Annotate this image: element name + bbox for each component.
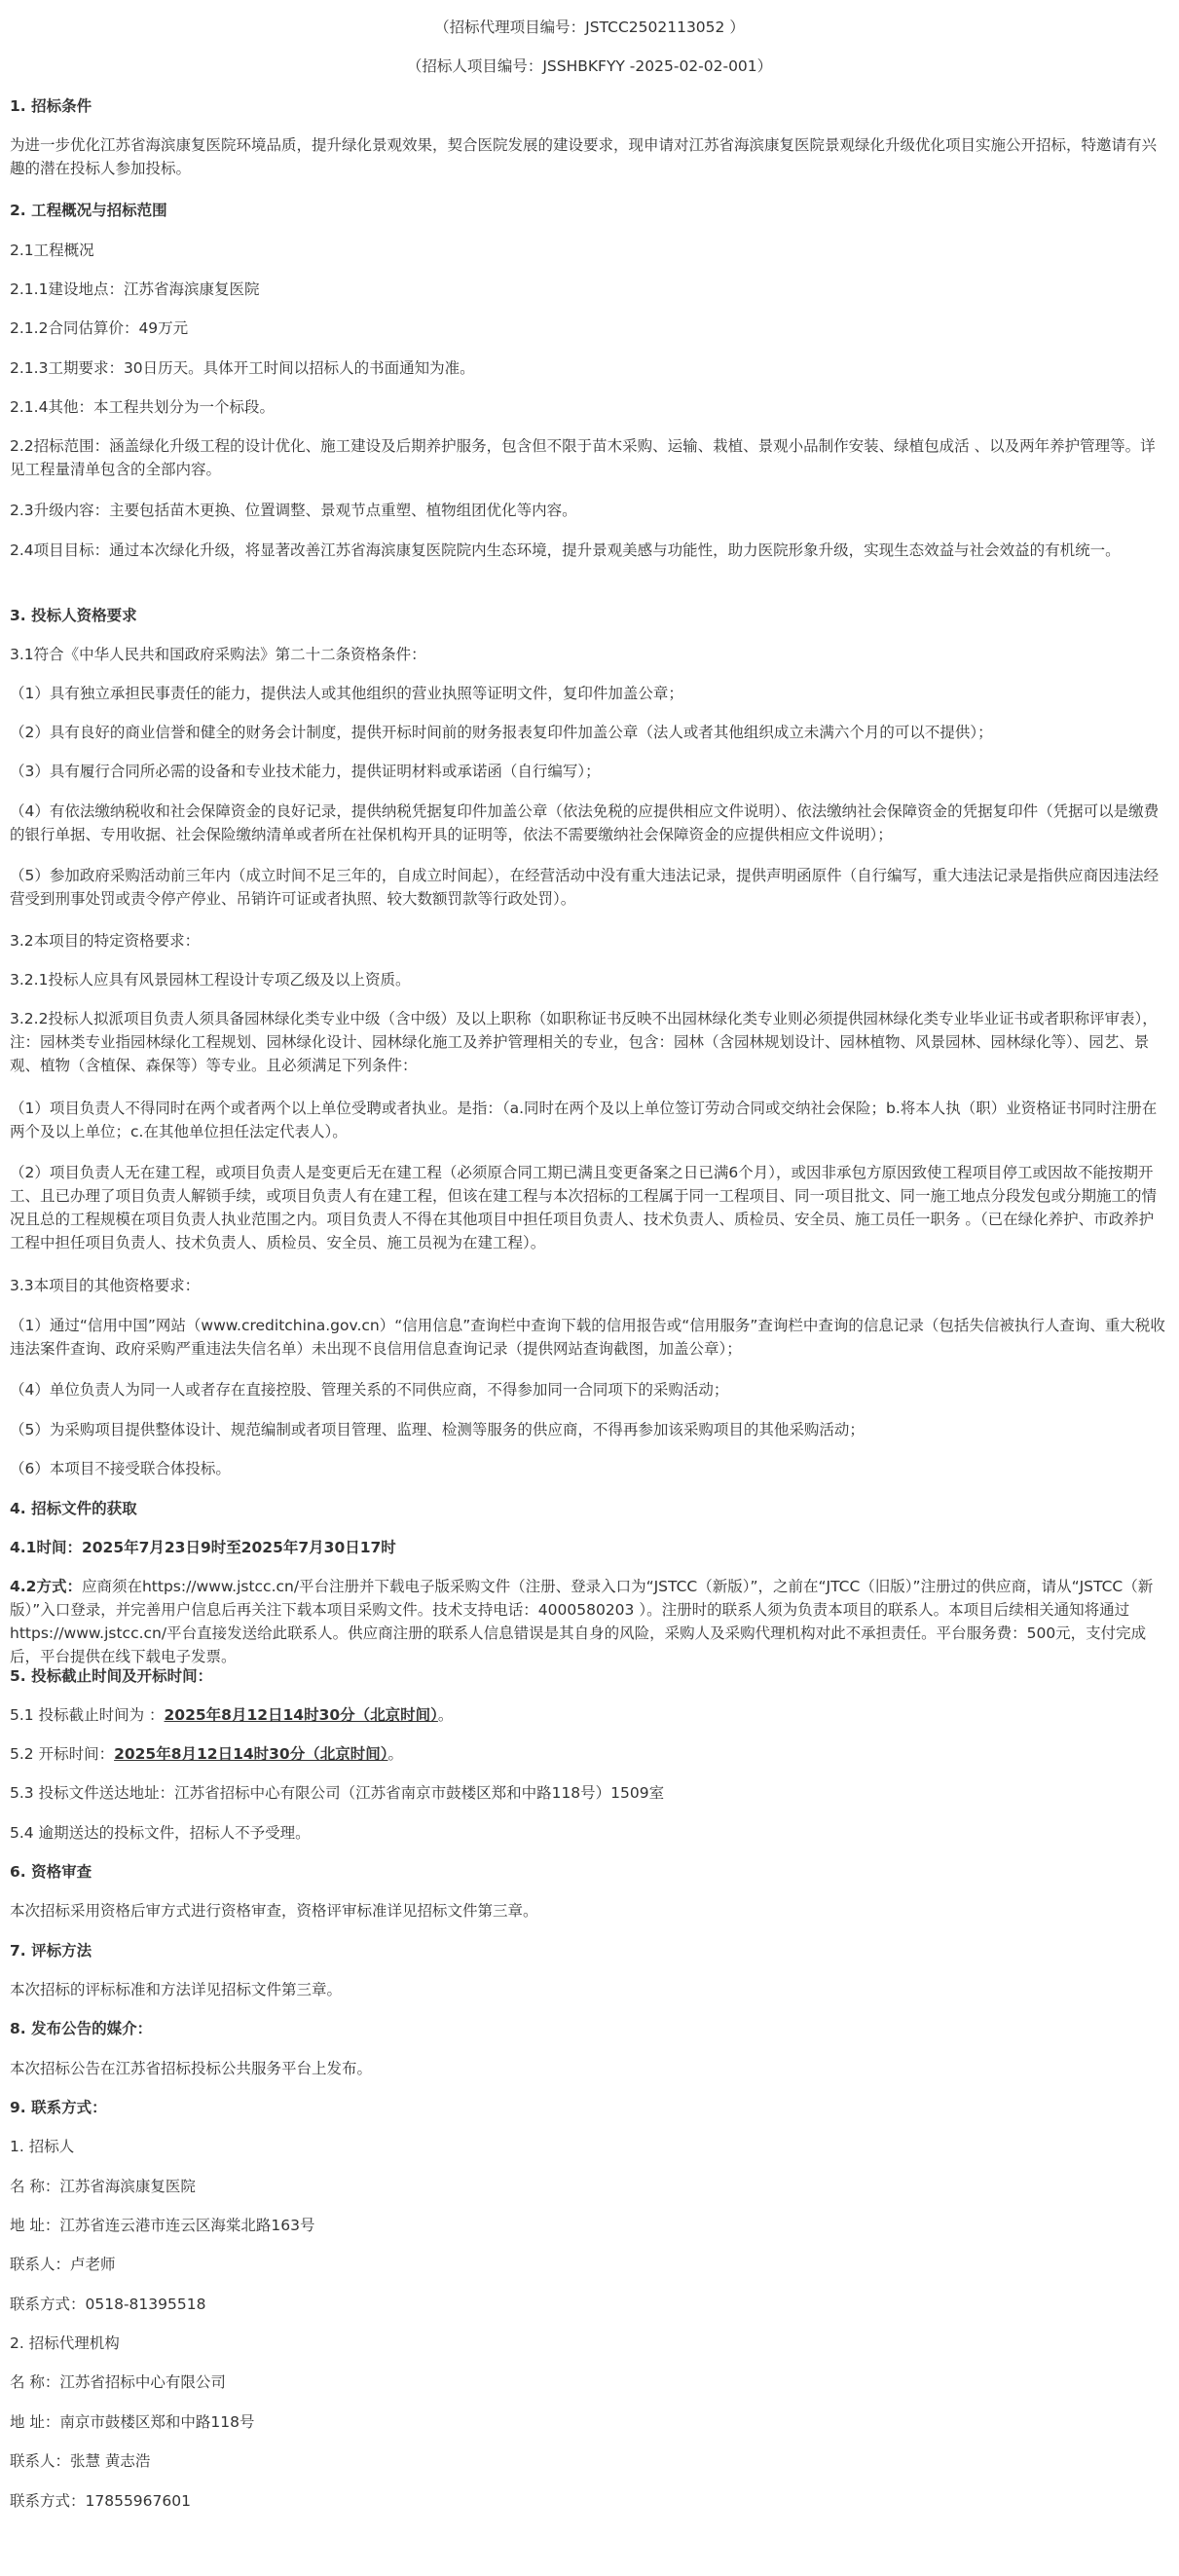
p-5-2-label: 5.2 开标时间： (10, 1745, 115, 1763)
tenderer-name: 名 称：江苏省海滨康复医院 (10, 2178, 196, 2195)
p-5-1 (10, 1703, 1168, 1727)
p-2-1-1: 2.1.1建设地点：江苏省海滨康复医院 (10, 280, 260, 298)
p-3-2-2: 3.2.2投标人拟派项目负责人须具备园林绿化类专业中级（含中级）及以上职称（如职称证书反映不出园林绿化类专业则必须提供园林绿化类专业毕业证书或者职称评审表），注：园林类专业指园林绿化工程规划、园林绿化设计、园林绿化施工及养护管理相关的专业，包含：园林（含园林规划设计、园林植物、风景园林、园林绿化等）、园艺、景观、植物（含植保、森保等）等专业。且必须满足下列条件： (10, 1010, 1158, 1074)
other-req-5: （5）为采购项目提供整体设计、规范编制或者项目管理、监理、检测等服务的供应商，不得再参加该采购项目的其他采购活动； (10, 1421, 865, 1438)
p-5-2-end: 。 (387, 1745, 403, 1763)
p-4-2-label: 4.2方式： (10, 1578, 82, 1595)
contact-tenderer: 1. 招标人 (10, 2138, 75, 2155)
p-5-1-end: 。 (437, 1706, 454, 1724)
p-3-2-1: 3.2.1投标人应具有风景园林工程设计专项乙级及以上资质。 (10, 971, 411, 989)
contact-agency: 2. 招标代理机构 (10, 2334, 120, 2352)
pm-cond-1: （1）项目负责人不得同时在两个或者两个以上单位受聘或者执业。是指：（a.同时在两个及以上单位签订劳动合同或交纳社会保险；b.将本人执（职）业资格证书同时注册在两个及以上单位；c.在其他单位担任法定代表人）。 (10, 1100, 1158, 1140)
other-req-4: （4）单位负责人为同一人或者存在直接控股、管理关系的不同供应商，不得参加同一合同项下的采购活动； (10, 1381, 729, 1399)
pm-cond-2: （2）项目负责人无在建工程，或项目负责人是变更后无在建工程（必须原合同工期已满且变更备案之日已满6个月），或因非承包方原因致使工程项目停工或因故不能按期开工、且已办理了项目负责人解锁手续，或项目负责人有在建工程，但该在建工程与本次招标的工程属于同一工程项目、同一项目批文、同一施工地点分段发包或分期施工的情况且总的工程规模在项目负责人执业范围之内。项目负责人不得在其他项目中担任项目负责人、技术负责人、质检员、安全员、施工员任一职务 。（已在绿化养护、市政养护工程中担任项目负责人、技术负责人、质检员、安全员、施工员视为在建工程）。 (10, 1164, 1158, 1251)
section-9-title: 9. 联系方式： (10, 2099, 107, 2116)
p-5-4: 5.4 逾期送达的投标文件，招标人不予受理。 (10, 1824, 311, 1842)
section-1-body: 为进一步优化江苏省海滨康复医院环境品质，提升绿化景观效果，契合医院发展的建设要求，现申请对江苏省海滨康复医院景观绿化升级优化项目实施公开招标，特邀请有兴趣的潜在投标人参加投标。 (10, 136, 1158, 177)
req-item-2: （2）具有良好的商业信誉和健全的财务会计制度，提供开标时间前的财务报表复印件加盖公章（法人或者其他组织成立未满六个月的可以不提供）； (10, 724, 993, 741)
agency-phone: 联系方式：17855967601 (10, 2492, 191, 2510)
p-3-2: 3.2本项目的特定资格要求： (10, 932, 201, 950)
section-5-title: 5. 投标截止时间及开标时间： (10, 1667, 213, 1685)
owner-project-number: （招标人项目编号：JSSHBKFYY -2025-02-02-001） (406, 57, 773, 75)
p-4-2-text: 应商须在https://www.jstcc.cn/平台注册并下载电子版采购文件（注册、登录入口为“JSTCC（新版）”，之前在“JTCC（旧版）”注册过的供应商，请从“JSTCC（新版）”入口登录，并完善用户信息后再关注下载本项目采购文件。技术支持电话：4000580203 ）。注册时的联系人须为负责本项目的联系人。本项目后续相关通知将通过https://www.jstcc.cn/平台直接发送给此联系人。供应商注册的联系人信息错误是其自身的风险，采购人及采购代理机构对此不承担责任。平台服务费：500元，支付完成后，平台提供在线下载电子发票。 (10, 1578, 1154, 1665)
p-5-1-label: 5.1 投标截止时间为 ： (10, 1706, 165, 1724)
section-6-body: 本次招标采用资格后审方式进行资格审查，资格评审标准详见招标文件第三章。 (10, 1902, 538, 1920)
p-5-2 (10, 1742, 1168, 1766)
p-5-3: 5.3 投标文件送达地址：江苏省招标中心有限公司（江苏省南京市鼓楼区郑和中路118号）1509室 (10, 1784, 665, 1802)
section-8-title: 8. 发布公告的媒介： (10, 2020, 153, 2037)
p-4-2 (10, 1575, 1168, 1668)
other-req-6: （6）本项目不接受联合体投标。 (10, 1460, 231, 1477)
section-7-title: 7. 评标方法 (10, 1942, 92, 1960)
section-8-body: 本次招标公告在江苏省招标投标公共服务平台上发布。 (10, 2060, 373, 2077)
tenderer-address: 地 址：江苏省连云港市连云区海棠北路163号 (10, 2217, 315, 2234)
section-3-title: 3. 投标人资格要求 (10, 607, 137, 624)
req-item-4: （4）有依法缴纳税收和社会保障资金的良好记录，提供纳税凭据复印件加盖公章（依法免税的应提供相应文件说明）、依法缴纳社会保障资金的凭据复印件（凭据可以是缴费的银行单据、专用收据、社会保险缴纳清单或者所在社保机构开具的证明等，依法不需要缴纳社会保障资金的应提供相应文件说明）； (10, 803, 1160, 843)
bid-deadline: 2025年8月12日14时30分（北京时间） (164, 1706, 438, 1724)
agency-contact-person: 联系人：张慧 黄志浩 (10, 2452, 151, 2470)
agency-name: 名 称：江苏省招标中心有限公司 (10, 2373, 226, 2391)
other-req-1: （1）通过“信用中国”网站（www.creditchina.gov.cn）“信用信息”查询栏中查询下载的信用报告或“信用服务”查询栏中查询的信息记录（包括失信被执行人查询、重大税收违法案件查询、政府采购严重违法失信名单）未出现不良信用信息查询记录（提供网站查询截图，加盖公章）； (10, 1317, 1165, 1358)
req-item-5: （5）参加政府采购活动前三年内（成立时间不足三年的，自成立时间起），在经营活动中没有重大违法记录，提供声明函原件（自行编写，重大违法记录是指供应商因违法经营受到刑事处罚或责令停产停业、吊销许可证或者执照、较大数额罚款等行政处罚）。 (10, 867, 1160, 908)
agency-address: 地 址：南京市鼓楼区郑和中路118号 (10, 2413, 255, 2431)
p-2-1-3: 2.1.3工期要求：30日历天。具体开工时间以招标人的书面通知为准。 (10, 359, 475, 377)
section-4-title: 4. 招标文件的获取 (10, 1500, 137, 1517)
p-2-1-2: 2.1.2合同估算价：49万元 (10, 319, 189, 337)
tenderer-phone: 联系方式：0518-81395518 (10, 2296, 206, 2313)
p-4-1: 4.1时间：2025年7月23日9时至2025年7月30日17时 (10, 1539, 396, 1556)
agent-project-number: （招标代理项目编号：JSTCC2502113052 ） (434, 19, 745, 36)
opening-time: 2025年8月12日14时30分（北京时间） (114, 1745, 388, 1763)
p-2-2: 2.2招标范围：涵盖绿化升级工程的设计优化、施工建设及后期养护服务，包含但不限于苗木采购、运输、栽植、景观小品制作安装、绿植包成活 、以及两年养护管理等。详见工程量清单包含的全部内容。 (10, 437, 1156, 478)
p-2-3: 2.3升级内容：主要包括苗木更换、位置调整、景观节点重塑、植物组团优化等内容。 (10, 502, 577, 519)
tenderer-contact-person: 联系人：卢老师 (10, 2256, 116, 2273)
section-6-title: 6. 资格审查 (10, 1863, 92, 1881)
req-item-3: （3）具有履行合同所必需的设备和专业技术能力，提供证明材料或承诺函（自行编写）； (10, 763, 601, 780)
p-3-1: 3.1符合《中华人民共和国政府采购法》第二十二条资格条件： (10, 646, 426, 663)
section-7-body: 本次招标的评标标准和方法详见招标文件第三章。 (10, 1981, 343, 1998)
p-3-3: 3.3本项目的其他资格要求： (10, 1277, 201, 1294)
section-1-title: 1. 招标条件 (10, 97, 92, 115)
p-2-1: 2.1工程概况 (10, 242, 94, 259)
req-item-1: （1）具有独立承担民事责任的能力，提供法人或其他组织的营业执照等证明文件，复印件加盖公章； (10, 685, 683, 702)
p-2-4: 2.4项目目标：通过本次绿化升级，将显著改善江苏省海滨康复医院院内生态环境，提升景观美感与功能性，助力医院形象升级，实现生态效益与社会效益的有机统一。 (10, 541, 1121, 559)
p-2-1-4: 2.1.4其他：本工程共划分为一个标段。 (10, 398, 275, 416)
section-2-title: 2. 工程概况与招标范围 (10, 202, 167, 219)
